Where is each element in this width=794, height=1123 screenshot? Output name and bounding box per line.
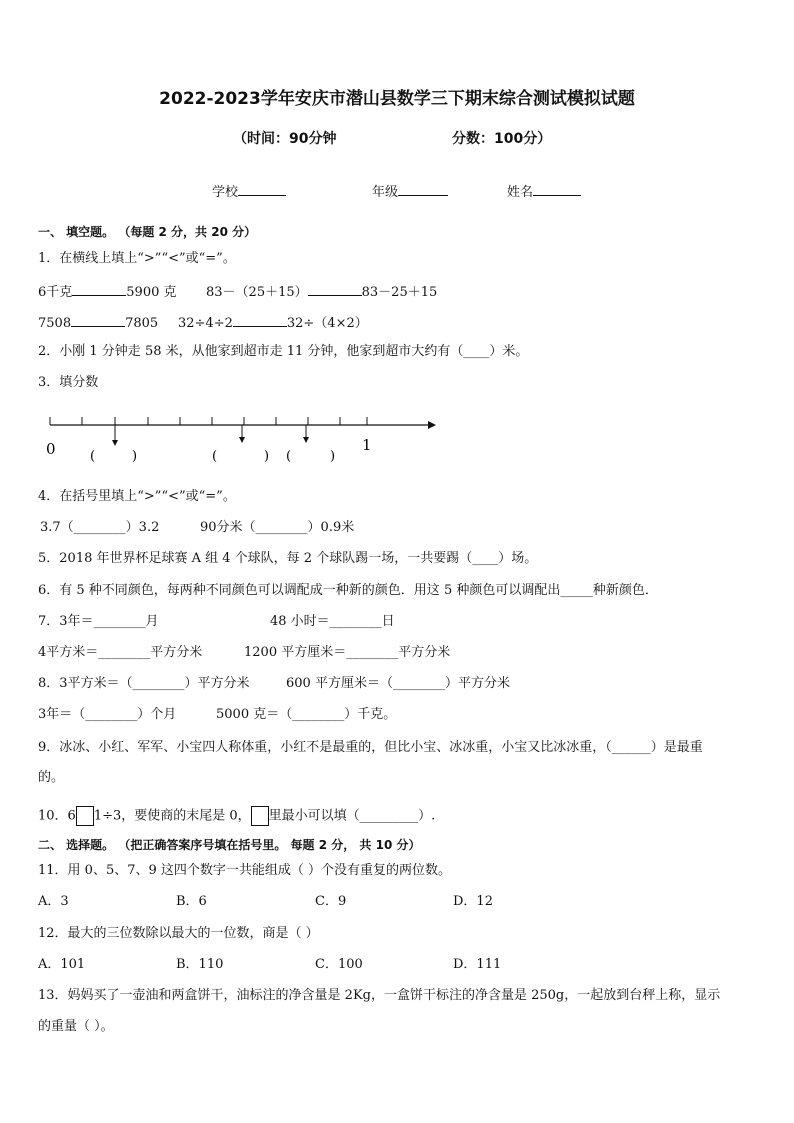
question-1-row-2 xyxy=(38,313,158,332)
number-line-figure xyxy=(38,408,448,470)
number-line-zero: 0 xyxy=(46,440,56,458)
q1-item-g: 32÷4÷2 xyxy=(178,316,233,331)
q1-item-f: 7805 xyxy=(125,316,159,331)
question-2: 2．小刚 1 分钟走 58 米，从他家到超市走 11 分钟，他家到超市大约有（____）米。 xyxy=(38,344,529,359)
q1-item-d: 83－25＋15 xyxy=(361,285,438,300)
q1-item-c: 83－（25＋15） xyxy=(206,285,308,300)
number-line-arrowhead xyxy=(428,421,436,429)
school-blank[interactable] xyxy=(238,182,286,196)
q12-option-c[interactable]: C．100 xyxy=(315,957,363,972)
name-label: 姓名 xyxy=(507,185,534,200)
q12-option-d[interactable]: D．111 xyxy=(453,957,502,972)
q11-option-a[interactable]: A．3 xyxy=(38,894,69,909)
question-8-part-c: 3年＝（________）个月 xyxy=(38,707,177,722)
q10-box-2[interactable] xyxy=(251,806,269,826)
question-1-row-2-right xyxy=(178,313,368,332)
section-2-heading: 二、 选择题。 （把正确答案序号填在括号里。 每题 2 分， 共 10 分） xyxy=(38,838,421,852)
q10-prefix: 10．6 xyxy=(38,808,76,824)
number-line-one: 1 xyxy=(362,436,372,454)
question-13-line-1: 13．妈妈买了一壶油和两盒饼干，油标注的净含量是 2Kg，一盒饼干标注的净含量是 250g，一起放到台秤上称，显示 xyxy=(38,988,721,1003)
q11-option-c[interactable]: C．9 xyxy=(315,894,347,909)
q12-option-b[interactable]: B．110 xyxy=(176,957,224,972)
paren-open-2: ( xyxy=(212,449,218,464)
question-9-line-2: 的。 xyxy=(38,770,65,785)
q1-blank-4[interactable] xyxy=(233,313,287,327)
school-label: 学校 xyxy=(212,185,239,200)
question-7-part-b: 48 小时＝________日 xyxy=(270,614,395,629)
question-7-part-c: 4平方米＝________平方分米 xyxy=(38,645,203,660)
number-line-arrows xyxy=(112,425,309,446)
question-4-part-b: 90分米（________）0.9米 xyxy=(200,520,355,535)
grade-blank[interactable] xyxy=(398,182,448,196)
q10-middle: 1÷3，要使商的末尾是 0， xyxy=(93,808,251,824)
question-3: 3．填分数 xyxy=(38,375,99,390)
school-field xyxy=(212,182,286,201)
q1-blank-2[interactable] xyxy=(308,282,362,296)
q1-item-e: 7508 xyxy=(38,316,72,331)
question-4: 4．在括号里填上“>”“<”或“=”。 xyxy=(38,489,236,504)
question-1-row-1-right xyxy=(206,282,437,301)
question-13-line-2: 的重量（ ）。 xyxy=(38,1019,114,1034)
question-9-line-1: 9．冰冰、小红、军军、小宝四人称体重，小红不是最重的，但比小宝、冰冰重，小宝又比冰冰重，（______）是最重 xyxy=(38,740,703,755)
question-8-part-b: 600 平方厘米＝（________）平方分米 xyxy=(286,676,510,691)
question-6: 6．有 5 种不同颜色，每两种不同颜色可以调配成一种新的颜色．用这 5 种颜色可以调配出_____种新颜色． xyxy=(38,583,658,598)
question-10 xyxy=(38,806,435,826)
paren-close-3: ) xyxy=(330,449,336,464)
grade-label: 年级 xyxy=(372,185,399,200)
q11-option-d[interactable]: D．12 xyxy=(453,894,493,909)
exam-time: （时间：90分钟 xyxy=(233,131,337,147)
question-12: 12．最大的三位数除以最大的一位数，商是（ ） xyxy=(38,926,319,941)
q1-blank-3[interactable] xyxy=(71,313,125,327)
q12-option-a[interactable]: A．101 xyxy=(38,957,86,972)
q10-box-1[interactable] xyxy=(76,806,94,826)
question-4-part-a: 3.7（________）3.2 xyxy=(40,520,160,535)
q11-option-b[interactable]: B．6 xyxy=(176,894,207,909)
name-blank[interactable] xyxy=(533,182,581,196)
exam-score: 分数：100分） xyxy=(452,131,552,147)
question-7-part-a: 7．3年＝________月 xyxy=(38,614,159,629)
q1-item-a: 6千克 xyxy=(38,285,73,300)
page-title: 2022-2023学年安庆市潜山县数学三下期末综合测试模拟试题 xyxy=(159,89,635,109)
question-1: 1．在横线上填上“>”“<”或“=”。 xyxy=(38,251,236,266)
section-1-heading: 一、 填空题。 （每题 2 分，共 20 分） xyxy=(38,225,257,239)
q1-blank-1[interactable] xyxy=(72,282,126,296)
question-7-part-d: 1200 平方厘米＝________平方分米 xyxy=(244,645,451,660)
question-1-row-1 xyxy=(38,282,177,301)
paren-close-1: ) xyxy=(132,449,138,464)
q1-item-b: 5900 克 xyxy=(126,285,177,300)
q10-suffix: 里最小可以填（_________）. xyxy=(268,808,436,824)
paren-open-3: ( xyxy=(286,449,292,464)
grade-field xyxy=(372,182,448,201)
question-8-part-a: 8．3平方米＝（________）平方分米 xyxy=(38,676,250,691)
paren-close-2: ) xyxy=(264,449,270,464)
question-11: 11．用 0、5、7、9 这四个数字一共能组成（ ）个没有重复的两位数。 xyxy=(38,863,452,878)
q1-item-h: 32÷（4×2） xyxy=(286,316,368,331)
number-line-ticks xyxy=(50,417,367,425)
paren-open-1: ( xyxy=(90,449,96,464)
name-field xyxy=(507,182,581,201)
question-8-part-d: 5000 克＝（________）千克。 xyxy=(216,707,397,722)
question-5: 5．2018 年世界杯足球赛 A 组 4 个球队，每 2 个球队踢一场，一共要踢（____）场。 xyxy=(38,551,538,566)
